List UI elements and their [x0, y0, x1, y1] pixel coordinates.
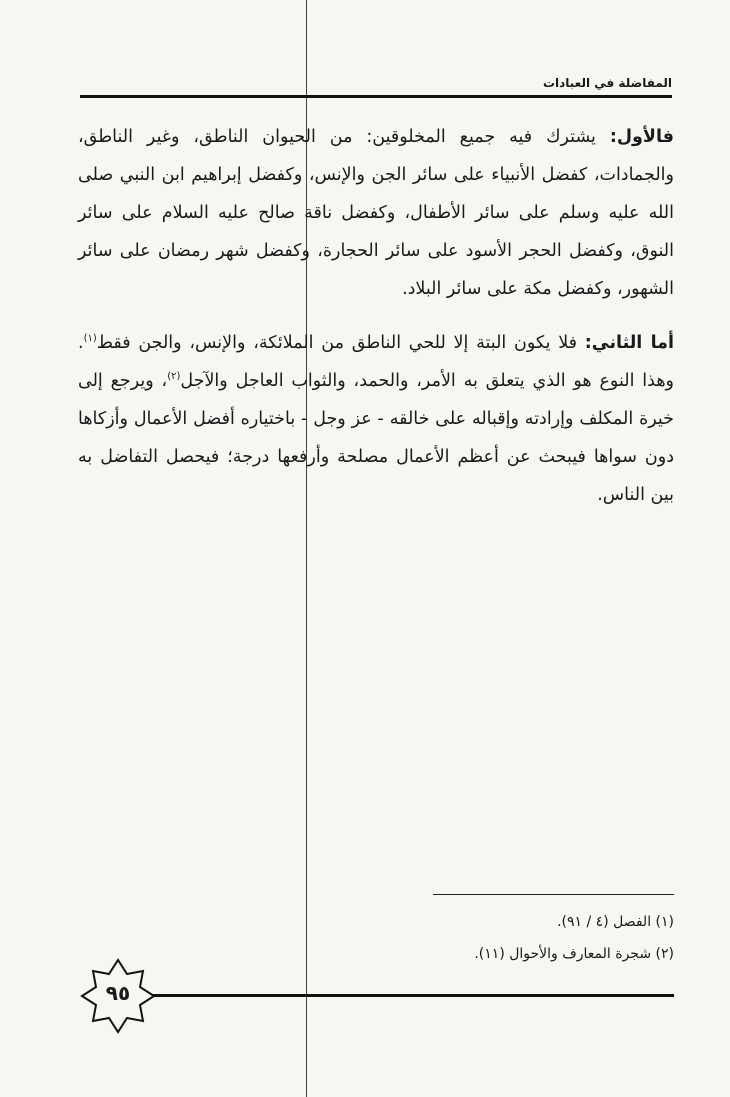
- paragraph-lead: أما الثاني:: [584, 333, 674, 353]
- footnotes: [78, 906, 674, 970]
- paragraph-second: [78, 324, 674, 514]
- header-rule: [80, 95, 672, 98]
- paragraph-lead: فالأول:: [609, 127, 674, 147]
- footnote-separator: [433, 894, 674, 895]
- paragraph-body: ، ويرجع إلى خيرة المكلف وإرادته وإقباله على خالقه - عز وجل - باختياره أفضل الأعمال وأزكاها دون سواها فيبحث عن أعظم الأعمال مصلحة وأرفعها درجة؛ فيحصل التفاضل به بين الناس.: [78, 371, 674, 505]
- page-number: ٩٥: [105, 981, 131, 1005]
- running-title: المفاضلة في العبادات: [542, 76, 672, 90]
- footnote-item: (٢) شجرة المعارف والأحوال (١١).: [474, 946, 674, 962]
- main-text: [78, 118, 674, 530]
- footnote-ref[interactable]: (١): [83, 333, 97, 345]
- footer-rule: [150, 994, 674, 997]
- footnote-item: (١) الفصل (٤ / ٩١).: [557, 914, 674, 930]
- paragraph-body: يشترك فيه جميع المخلوقين: من الحيوان الناطق، وغير الناطق، والجمادات، كفضل الأنبياء على سائر الجن والإنس، وكفضل إبراهيم ابن النبي صلى الله عليه وسلم على سائر الأطفال، وكفضل ناقة صالح عليه السلام على سائر النوق، وكفضل الحجر الأسود على سائر الحجارة، وكفضل شهر رمضان على سائر الشهور، وكفضل مكة على سائر البلاد.: [78, 127, 674, 299]
- paragraph-body: فلا يكون البتة إلا للحي الناطق من الملائكة، والإنس، والجن فقط: [96, 333, 585, 353]
- paragraph-body: . وهذا النوع هو الذي يتعلق به الأمر، والحمد، والثواب العاجل والآجل: [78, 333, 674, 391]
- running-header: [80, 72, 672, 98]
- paragraph-first: [78, 118, 674, 308]
- footnote-ref[interactable]: (٢): [167, 371, 181, 383]
